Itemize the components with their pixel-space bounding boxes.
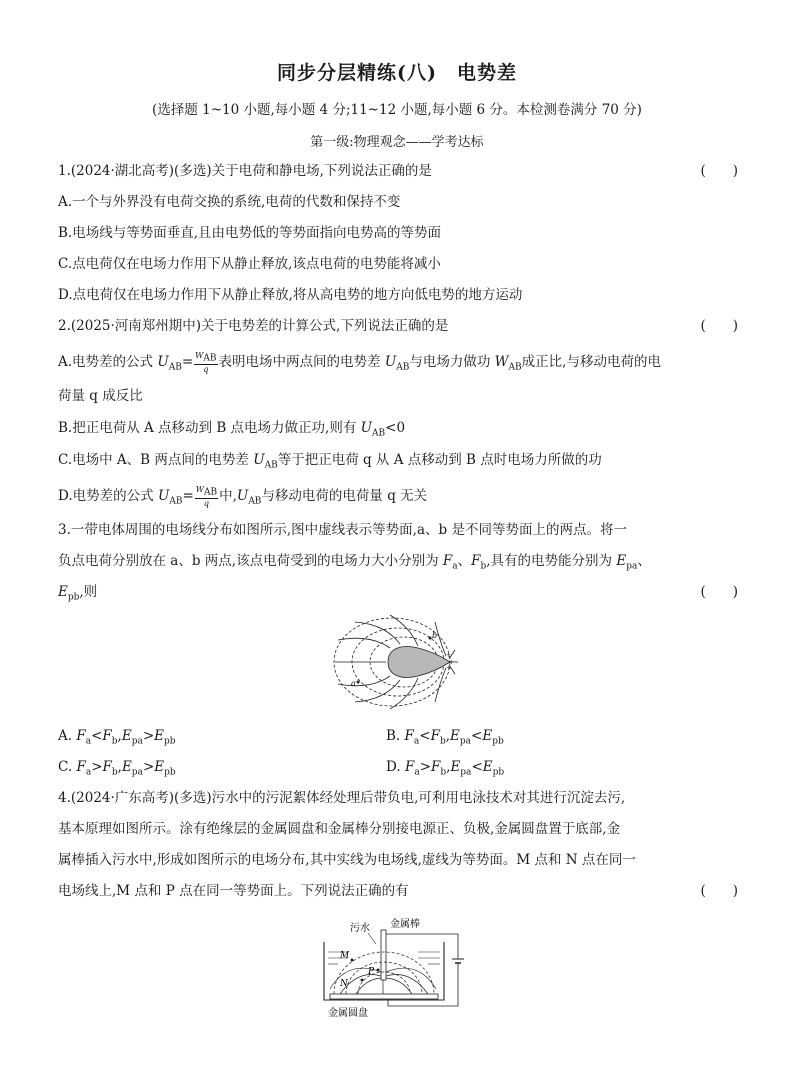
q2-option-a-cont: 荷量 q 成反比 <box>58 388 143 404</box>
q1-option-b: B.电场线与等势面垂直,且由电势低的等势面指向电势高的等势面 <box>58 225 442 241</box>
metal-disk <box>330 994 438 999</box>
page-subtitle: (选择题 1~10 小题,每小题 4 分;11~12 小题,每小题 6 分。本检测卷满分 70 分) <box>152 102 642 118</box>
q2-option-d: D.电势差的公式 $U_{AB}=$ $\frac{W_{AB}}{q}$ 中$,U_{AB}$与移动电荷的电荷量 q 无关 <box>58 485 428 508</box>
q1-option-d: D.点电荷仅在电场力作用下从静止释放,将从高电势的地方向低电势的地方运动 <box>58 287 523 303</box>
point-a-label: a <box>351 679 356 688</box>
q2-stem: 2.(2025·河南郑州期中)关于电势差的计算公式,下列说法正确的是 ( ) <box>58 318 738 334</box>
point-n-label: N <box>340 979 348 989</box>
rod-label: 金属棒 <box>390 919 420 930</box>
section-title: 第一级:物理观念——学考达标 <box>310 135 484 150</box>
q4-figure <box>318 914 474 1020</box>
q3-option-d: D. $F_a>F_b,E_{pa}<E_{pb}$ <box>386 759 505 778</box>
q2-option-c: C.电场中 A、B 两点间的电势差 $U_{AB}$等于把正电荷 q 从 A 点移动到 B 点时电场力所做的功 <box>58 452 602 471</box>
q3-option-c: C. $F_a>F_b,E_{pa}>E_{pb}$ <box>58 759 176 778</box>
q2-option-a: A.电势差的公式 $U_{AB}=$ $\frac{W_{AB}}{q}$ 表明电场中两点间的电势差 $U_{AB}$与电场力做功 $W_{AB}$成正比,与移动电荷的电 <box>58 351 661 374</box>
q3-figure <box>330 612 460 712</box>
q3-stem-line2: 负点电荷分别放在 a、b 两点,该点电荷受到的电场力大小分别为 $F_a$、$F_b$,具有的电势能分别为 $E_{pa}$、 <box>58 553 651 572</box>
q1-stem: 1.(2024·湖北高考)(多选)关于电荷和静电场,下列说法正确的是 ( ) <box>58 163 738 179</box>
page-title: 同步分层精练(八) 电势差 <box>277 62 517 84</box>
metal-rod <box>381 930 386 980</box>
charged-body <box>388 647 450 678</box>
q3-option-b: B. $F_a<F_b,E_{pa}<E_{pb}$ <box>386 728 504 747</box>
q3-stem-line3: $E_{pb}$,则 ( ) <box>58 584 738 603</box>
answer-blank: ( ) <box>700 883 738 899</box>
sewage-label: 污水 <box>350 923 370 934</box>
q4-stem-line2: 基本原理如图所示。涂有绝缘层的金属圆盘和金属棒分别接电源正、负极,金属圆盘置于底部,金 <box>58 821 621 837</box>
answer-blank: ( ) <box>700 163 738 179</box>
q4-stem-line3: 属棒插入污水中,形成如图所示的电场分布,其中实线为电场线,虚线为等势面。M 点和 N 点在同一 <box>58 852 636 868</box>
q1-option-a: A.一个与外界没有电荷交换的系统,电荷的代数和保持不变 <box>58 194 401 210</box>
q3-option-a: A. $F_a<F_b,E_{pa}>E_{pb}$ <box>58 728 176 747</box>
answer-blank: ( ) <box>700 318 738 334</box>
point-m-label: M <box>340 951 350 961</box>
q4-stem-line4: 电场线上,M 点和 P 点在同一等势面上。下列说法正确的有 ( ) <box>58 883 738 899</box>
q2-option-b: B.把正电荷从 A 点移动到 B 点电场力做正功,则有 $U_{AB}<0$ <box>58 420 406 439</box>
point-p-label: P <box>368 967 375 977</box>
answer-blank: ( ) <box>700 584 738 600</box>
svg-text:+: + <box>446 652 452 659</box>
q4-stem-line1: 4.(2024·广东高考)(多选)污水中的污泥絮体经处理后带负电,可利用电泳技术对其进行沉淀去污, <box>58 790 626 806</box>
svg-text:+: + <box>446 665 452 672</box>
q3-stem-line1: 3.一带电体周围的电场线分布如图所示,图中虚线表示等势面,a、b 是不同等势面上的两点。将一 <box>58 522 627 538</box>
disk-label: 金属圆盘 <box>328 1008 368 1019</box>
svg-text:+: + <box>449 659 455 666</box>
q1-option-c: C.点电荷仅在电场力作用下从静止释放,该点电荷的电势能将减小 <box>58 256 441 272</box>
point-b-label: b <box>432 631 438 640</box>
